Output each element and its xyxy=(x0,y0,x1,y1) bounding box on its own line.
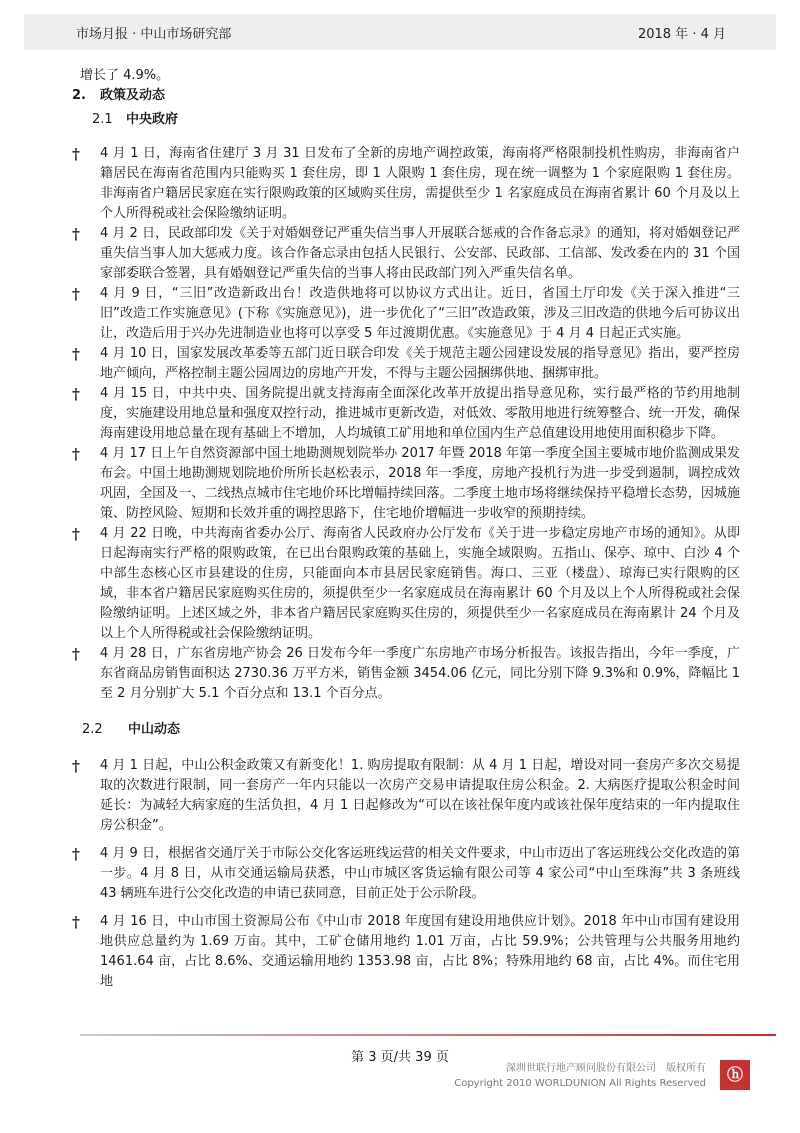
page-header xyxy=(24,14,776,50)
subsection-heading-central xyxy=(72,110,740,130)
dagger-bullet-icon: † xyxy=(72,345,80,363)
list-item xyxy=(72,912,740,992)
list-item-text: 4 月 22 日晚，中共海南省委办公厅、海南省人民政府办公厅发布《关于进一步稳定房地产市场的通知》。从即日起海南实行严格的限购政策，在已出台限购政策的基础上，实施全域限购。五指山、保亭、琼中、白沙 4 个中部生态核心区市县建设的住房，只能面向本市县居民家庭销售。海口、三亚（楼盘）、琼海已实行限购的区域，非本省户籍居民家庭购买住房的，须提供至少一名家庭成员在海南累计 60 个月及以上个人所得税或社会保险缴纳证明。上述区域之外，非本省户籍居民家庭购买住房的，须提供至少一名家庭成员在海南累计 24 个月及以上个人所得税或社会保险缴纳证明。 xyxy=(100,526,740,641)
subsection-heading-zhongshan xyxy=(72,720,740,740)
header-title: 市场月报 · 中山市场研究部 xyxy=(76,27,232,42)
footer-company xyxy=(454,1061,706,1091)
list-item xyxy=(72,344,740,384)
dagger-bullet-icon: † xyxy=(72,225,80,243)
list-item-text: 4 月 2 日，民政部印发《关于对婚姻登记严重失信当事人开展联合惩戒的合作备忘录》的通知，将对婚姻登记严重失信当事人加大惩戒力度。该合作备忘录由包括人民银行、公安部、民政部、工信部、发改委在内的 31 个国家部委联合签署，具有婚姻登记严重失信的当事人将由民政部门列入严重失信名单。 xyxy=(100,226,740,281)
list-item xyxy=(72,756,740,836)
dagger-bullet-icon: † xyxy=(72,385,80,403)
list-item xyxy=(72,384,740,444)
dagger-bullet-icon: † xyxy=(72,445,80,463)
list-item-text: 4 月 1 日，海南省住建厅 3 月 31 日发布了全新的房地产调控政策，海南将严格限制投机性购房，非海南省户籍居民在海南省范围内只能购买 1 套住房，即 1 人限购 1 套住房，现在统一调整为 1 个家庭限购 1 套住房。非海南省户籍居民家庭在实行限购政策的区域购买住房，需提供至少 1 名家庭成员在海南省累计 60 个月及以上个人所得税或社会保险缴纳证明。 xyxy=(100,146,740,221)
list-item-text: 4 月 15 日，中共中央、国务院提出就支持海南全面深化改革开放提出指导意见称，实行最严格的节约用地制度，实施建设用地总量和强度双控行动，推进城市更新改造，对低效、零散用地进行统筹整合、统一开发，确保海南建设用地总量在现有基础上不增加，人均城镇工矿用地和单位国内生产总值建设用地使用面积稳步下降。 xyxy=(100,386,740,441)
intro-line: 增长了 4.9%。 xyxy=(80,68,170,83)
list-item xyxy=(72,284,740,344)
list-item-text: 4 月 9 日，“三旧”改造新政出台！改造供地将可以协议方式出让。近日，省国土厅印发《关于深入推进“三旧”改造工作实施意见》(下称《实施意见》)，进一步优化了“三旧”改造政策，涉及三旧改造的供地今后可协议出让，改造后用于兴办先进制造业也将可以享受 5 年过渡期优惠。《实施意见》于 4 月 4 日起正式实施。 xyxy=(100,286,740,341)
dagger-bullet-icon: † xyxy=(72,913,80,931)
list-item-text: 4 月 1 日起，中山公积金政策又有新变化！1. 购房提取有限制：从 4 月 1 日起，增设对同一套房产多次交易提取的次数进行限制，同一套房产一年内只能以一次房产交易申请提取住房公积金。2. 大病医疗提取公积金时间延长：为减轻大病家庭的生活负担，4 月 1 日起修改为“可以在该社保年度内或该社保年度结束的一年内提取住房公积金”。 xyxy=(100,758,740,833)
list-item-text: 4 月 28 日，广东省房地产协会 26 日发布今年一季度广东房地产市场分析报告。该报告指出，今年一季度，广东省商品房销售面积达 2730.36 万平方米，销售金额 3454.06 亿元，同比分别下降 9.3%和 0.9%，降幅比 1 至 2 月分别扩大 5.1 个百分点和 13.1 个百分点。 xyxy=(100,646,740,701)
subsection-number: 2.2 xyxy=(82,722,103,737)
list-item xyxy=(72,224,740,284)
dagger-bullet-icon: † xyxy=(72,285,80,303)
company-name: 深圳世联行地产顾问股份有限公司 版权所有 xyxy=(506,1063,706,1074)
dagger-bullet-icon: † xyxy=(72,145,80,163)
dagger-bullet-icon: † xyxy=(72,525,80,543)
list-item xyxy=(72,524,740,644)
section-title: 政策及动态 xyxy=(100,88,166,103)
copyright-text: Copyright 2010 WORLDUNION All Rights Reserved xyxy=(454,1078,706,1089)
subsection-title: 中山动态 xyxy=(128,722,181,737)
list-item xyxy=(72,144,740,224)
dagger-bullet-icon: † xyxy=(72,645,80,663)
list-item xyxy=(72,444,740,524)
subsection-number: 2.1 xyxy=(92,112,113,127)
worldunion-logo-icon: ⓗ xyxy=(720,1060,750,1090)
section-heading xyxy=(72,86,740,106)
list-item-text: 4 月 17 日上午自然资源部中国土地勘测规划院举办 2017 年暨 2018 年第一季度全国主要城市地价监测成果发布会。中国土地勘测规划院地价所所长赵松表示，2018 年一季度，房地产投机行为进一步受到遏制，调控成效巩固，全国及一、二线热点城市住宅地价环比增幅持续回落。二季度土地市场将继续保持平稳增长态势，因城施策、防控风险、短期和长效并重的调控思路下，住宅地价增幅进一步收窄的预期持续。 xyxy=(100,446,740,521)
list-item-text: 4 月 16 日，中山市国土资源局公布《中山市 2018 年度国有建设用地供应计划》。2018 年中山市国有建设用地供应总量约为 1.69 万亩。其中，工矿仓储用地约 1.01 万亩，占比 59.9%；公共管理与公共服务用地约 1461.64 亩，占比 8.6%、交通运输用地约 1353.98 亩，占比 8%；特殊用地约 68 亩，占比 4%。而住宅用地 xyxy=(100,914,740,989)
section-number: 2. xyxy=(72,88,86,103)
subsection-title: 中央政府 xyxy=(126,112,179,127)
list-item xyxy=(72,644,740,704)
page-content xyxy=(72,66,740,992)
dagger-bullet-icon: † xyxy=(72,845,80,863)
list-item xyxy=(72,844,740,904)
page-number: 第 3 页/共 39 页 xyxy=(351,1050,449,1065)
header-date: 2018 年 · 4 月 xyxy=(637,27,726,42)
footer-divider xyxy=(80,1034,776,1036)
dagger-bullet-icon: † xyxy=(72,757,80,775)
list-item-text: 4 月 10 日，国家发展改革委等五部门近日联合印发《关于规范主题公园建设发展的指导意见》指出，要严控房地产倾向，严格控制主题公园周边的房地产开发，不得与主题公园捆绑供地、捆绑审批。 xyxy=(100,346,740,381)
list-item-text: 4 月 9 日，根据省交通厅关于市际公交化客运班线运营的相关文件要求，中山市迈出了客运班线公交化改造的第一步。4 月 8 日，从市交通运输局获悉，中山市城区客货运输有限公司等 4 家公司“中山至珠海”共 3 条班线 43 辆班车进行公交化改造的申请已获同意，目前正处于公示阶段。 xyxy=(100,846,740,901)
